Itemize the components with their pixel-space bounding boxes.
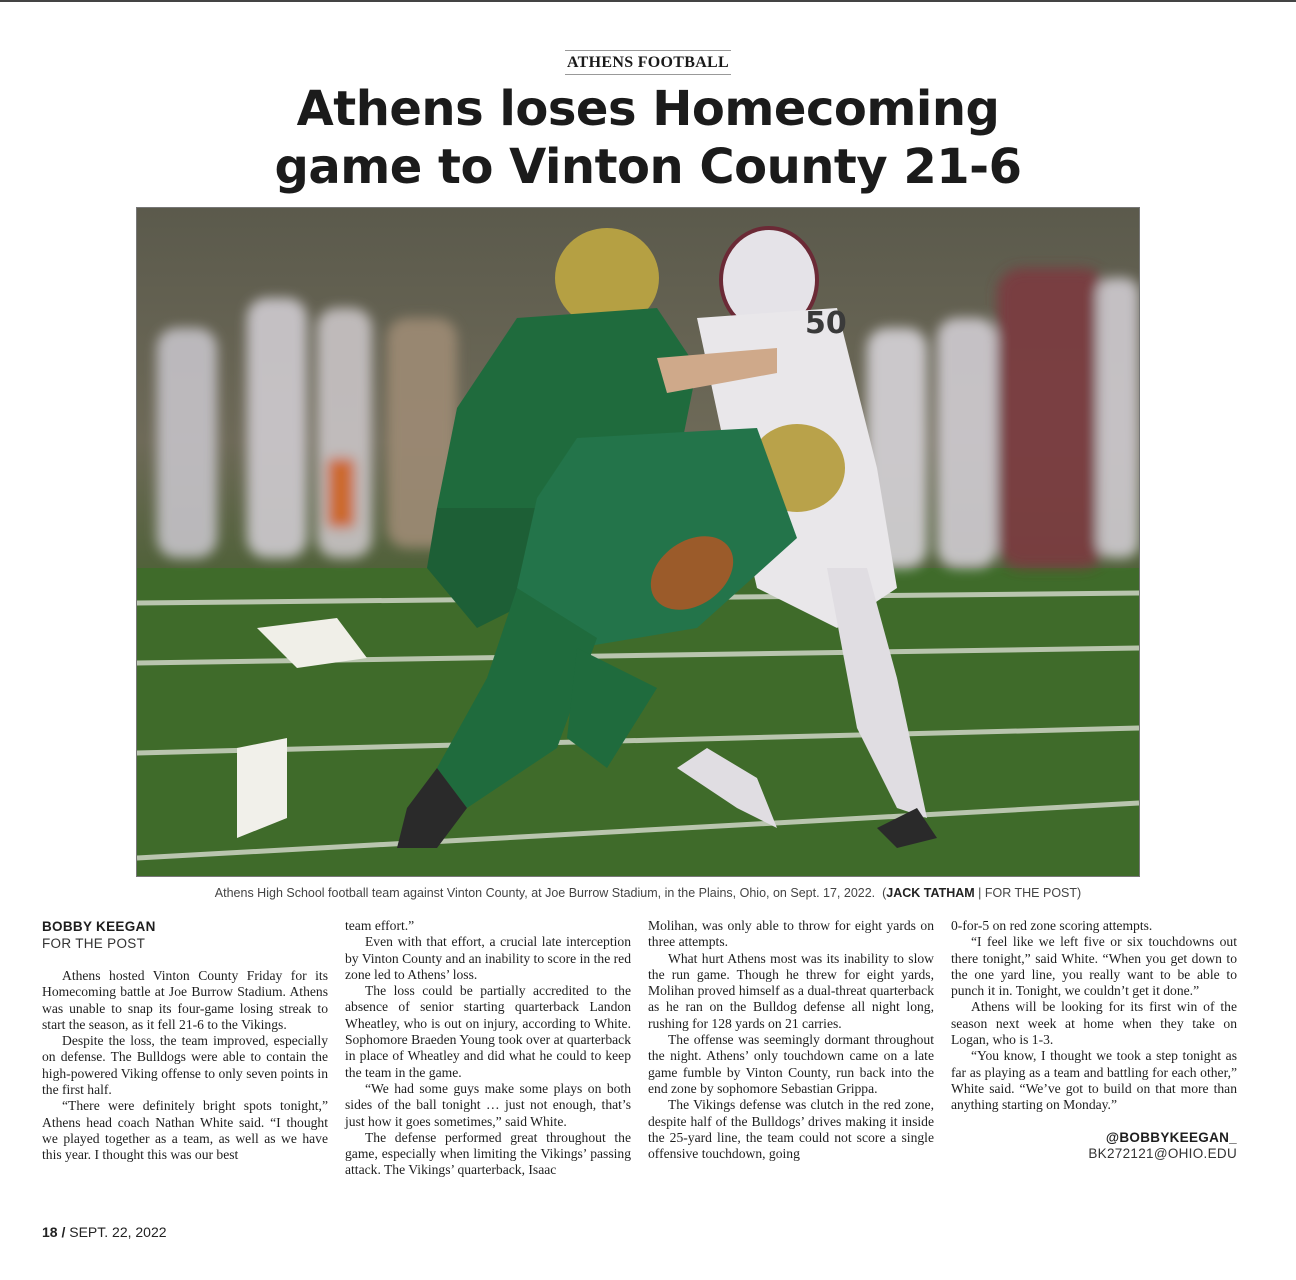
paragraph: 0-for-5 on red zone scoring attempts. bbox=[951, 918, 1153, 933]
top-rule bbox=[0, 0, 1296, 2]
page-number: 18 bbox=[42, 1224, 58, 1240]
article-column-2 bbox=[345, 918, 631, 1179]
paragraph: Athens hosted Vinton County Friday for its Homecoming battle at Joe Burrow Stadium. Athens was unable to snap its four-game losing streak to start the season, as it fell 21-6 to the Vikings. bbox=[42, 968, 328, 1032]
paragraph: “We had some guys make some plays on both sides of the ball tonight … just not enough, that’s just how it goes sometimes,” said White. bbox=[345, 1080, 631, 1129]
paragraph: The offense was seemingly dormant throughout the night. Athens’ only touchdown came on a late game fumble by Vinton County, run back into the end zone by sophomore Sebastian Grippa. bbox=[648, 1032, 934, 1096]
issue-date: SEPT. 22, 2022 bbox=[69, 1224, 167, 1240]
paragraph: Molihan, was only able to throw for eight yards on three attempts. bbox=[648, 918, 934, 950]
photo-credit-name: JACK TATHAM bbox=[886, 886, 975, 900]
paragraph: “I feel like we left five or six touchdowns out there tonight,” said White. “When you get down to the one yard line, you really want to be able to punch it in. Tonight, we couldn’t get it done.” bbox=[951, 934, 1237, 999]
headline bbox=[0, 80, 1296, 196]
paragraph: What hurt Athens most was its inability to slow the run game. Though he threw for eight yards, Molihan proved himself as a dual-threat quarterback as he ran on the Bulldog defense all night long, rushing for 128 yards on 21 carries. bbox=[648, 950, 934, 1031]
folio-separator: / bbox=[61, 1224, 66, 1240]
headline-line-2: game to Vinton County 21-6 bbox=[274, 139, 1022, 195]
section-label bbox=[0, 50, 1296, 75]
photo-credit-org: FOR THE POST bbox=[984, 886, 1078, 900]
author-contact bbox=[951, 1130, 1237, 1163]
football-photo bbox=[136, 207, 1140, 877]
headline-line-1: Athens loses Homecoming bbox=[296, 81, 1000, 137]
author-email[interactable]: BK272121@OHIO.EDU bbox=[1088, 1145, 1237, 1161]
paragraph: The loss could be partially accredited to the absence of senior starting quarterback Landon Wheatley, who is out on injury, according to White. Sophomore Braeden Young took over at quarterback in place of Wheatley and did what he could to keep the team in the game. bbox=[345, 983, 631, 1080]
byline-org: FOR THE POST bbox=[42, 936, 146, 951]
paragraph: The Vikings defense was clutch in the red zone, despite half of the Bulldogs’ drives making it inside the 25-yard line, the team could not score a single offensive touchdown, going bbox=[648, 1097, 934, 1162]
article-column-4 bbox=[951, 918, 1237, 1162]
jersey-number: 50 bbox=[805, 306, 847, 341]
article-column-3 bbox=[648, 918, 934, 1162]
byline-name: BOBBY KEEGAN bbox=[42, 919, 156, 934]
article-column-1 bbox=[42, 918, 328, 1164]
paragraph: “There were definitely bright spots tonight,” Athens head coach Nathan White said. “I thought we played together as a team, as well as we have this year. I thought this was our best bbox=[42, 1098, 328, 1163]
photo-caption: Athens High School football team against Vinton County, at Joe Burrow Stadium, in the Plains, Ohio, on Sept. 17, 2022. (JACK TATHAM | FOR THE POST) bbox=[214, 886, 1082, 900]
paragraph: Athens will be looking for its first win of the season next week at home when they take on Logan, who is 1-3. bbox=[951, 999, 1237, 1048]
paragraph: The defense performed great throughout the game, especially when limiting the Vikings’ passing attack. The Vikings’ quarterback, Isaac bbox=[345, 1129, 631, 1178]
paragraph: Even with that effort, a crucial late interception by Vinton County and an inability to score in the red zone led to Athens’ loss. bbox=[345, 934, 631, 982]
paragraph: “You know, I thought we took a step tonight as far as playing as a team and battling for each other,” White said. “We’ve got to build on that more than anything starting on Monday.” bbox=[951, 1048, 1237, 1113]
paragraph: Despite the loss, the team improved, especially on defense. The Bulldogs were able to contain the high-powered Viking offense to only seven points in the first half. bbox=[42, 1033, 328, 1098]
paragraph: team effort.” bbox=[345, 918, 415, 933]
author-social-handle[interactable]: @BOBBYKEEGAN_ bbox=[1105, 1129, 1237, 1145]
page-folio bbox=[42, 1224, 167, 1240]
caption-text: Athens High School football team against Vinton County, at Joe Burrow Stadium, in the Plains, Ohio, on Sept. 17, 2022. bbox=[214, 886, 876, 900]
section-label-text: ATHENS FOOTBALL bbox=[565, 50, 731, 75]
